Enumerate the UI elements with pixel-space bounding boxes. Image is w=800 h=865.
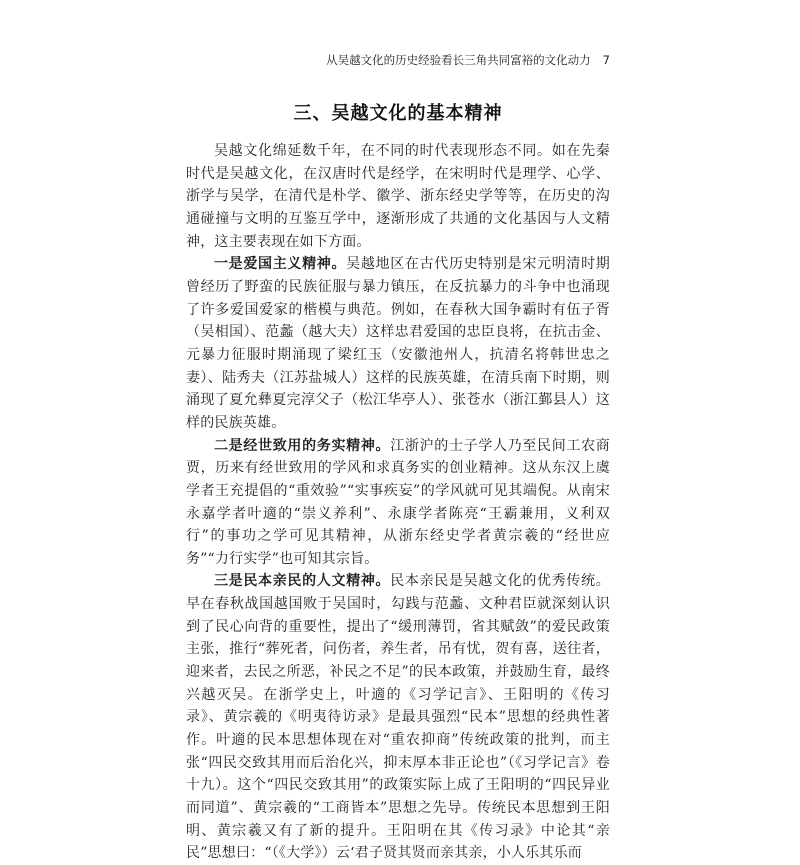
paragraph-heading: 二是经世致用的务实精神。 bbox=[214, 437, 391, 454]
paragraph-humanism bbox=[186, 570, 610, 865]
section-title: 三、吴越文化的基本精神 bbox=[293, 103, 503, 124]
paragraph-text: 吴越地区在古代历史特别是宋元明清时期曾经历了野蛮的民族征服与暴力镇压，在反抗暴力的斗争中也涌现了许多爱国爱家的楷模与典范。例如，在春秋大国争霸时有伍子胥（吴相国）、范蠡（越大夫）这样忠君爱国的忠臣良将，在抗击金、元暴力征服时期涌现了梁红玉（安徽池州人，抗清名将韩世忠之妻）、陆秀夫（江苏盐城人）这样的民族英雄，在清兵南下时期，则涌现了夏允彝夏完淳父子（松江华亭人）、张苍水（浙江鄞县人）这样的民族英雄。 bbox=[186, 256, 610, 431]
body-text bbox=[186, 140, 610, 865]
paragraph-heading: 三是民本亲民的人文精神。 bbox=[214, 573, 391, 590]
page-number: 7 bbox=[602, 53, 610, 67]
paragraph-text: 吴越文化绵延数千年，在不同的时代表现形态不同。如在先秦时代是吴越文化，在汉唐时代是经学，在宋明时代是理学、心学、浙学与吴学，在清代是朴学、徽学、浙东经史学等等，在历史的沟通碰撞与文明的互鉴互学中，逐渐形成了共通的文化基因与人文精神，这主要表现在如下方面。 bbox=[186, 143, 610, 250]
running-title: 从吴越文化的历史经验看长三角共同富裕的文化动力 bbox=[326, 53, 591, 67]
paragraph-patriotism bbox=[186, 253, 610, 434]
paragraph-heading: 一是爱国主义精神。 bbox=[214, 256, 347, 273]
paragraph-text: 民本亲民是吴越文化的优秀传统。早在春秋战国越国败于吴国时，勾践与范蠡、文种君臣就深刻认识到了民心向背的重要性，提出了“缓刑薄罚，省其赋敛”的爱民政策主张，推行“葬死者，问伤者，养生者，吊有忧，贺有喜，送往者，迎来者，去民之所恶，补民之不足”的民本政策，并鼓励生育，最终兴越灭吴。在浙学史上，叶適的《习学记言》、王阳明的《传习录》、黄宗羲的《明夷待访录》是最具强烈“民本”思想的经典性著作。叶適的民本思想体现在对“重农抑商”传统政策的批判，而主张“四民交致其用而后治化兴，抑末厚本非正论也”（《习学记言》卷十九）。这个“四民交致其用”的政策实际上成了王阳明的“四民异业而同道”、黄宗羲的“工商皆本”思想之先导。传统民本思想到王阳明、黄宗羲又有了新的提升。王阳明在其《传习录》中论其“亲民”思想曰：“（《大学》）云‘君子贤其贤而亲其亲，小人乐其乐而 bbox=[186, 573, 610, 862]
paragraph-intro bbox=[186, 140, 610, 253]
running-header bbox=[186, 50, 610, 70]
paragraph-text: 江浙沪的士子学人乃至民间工农商贾，历来有经世致用的学风和求真务实的创业精神。这从东汉上虞学者王充提倡的“重效验”“实事疾妄”的学风就可见其端倪。从南宋永嘉学者叶適的“崇义养利”、永康学者陈亮“王霸兼用，义利双行”的事功之学可见其精神，从浙东经史学者黄宗羲的“经世应务”“力行实学”也可知其宗旨。 bbox=[186, 437, 610, 567]
paragraph-pragmatism bbox=[186, 435, 610, 571]
